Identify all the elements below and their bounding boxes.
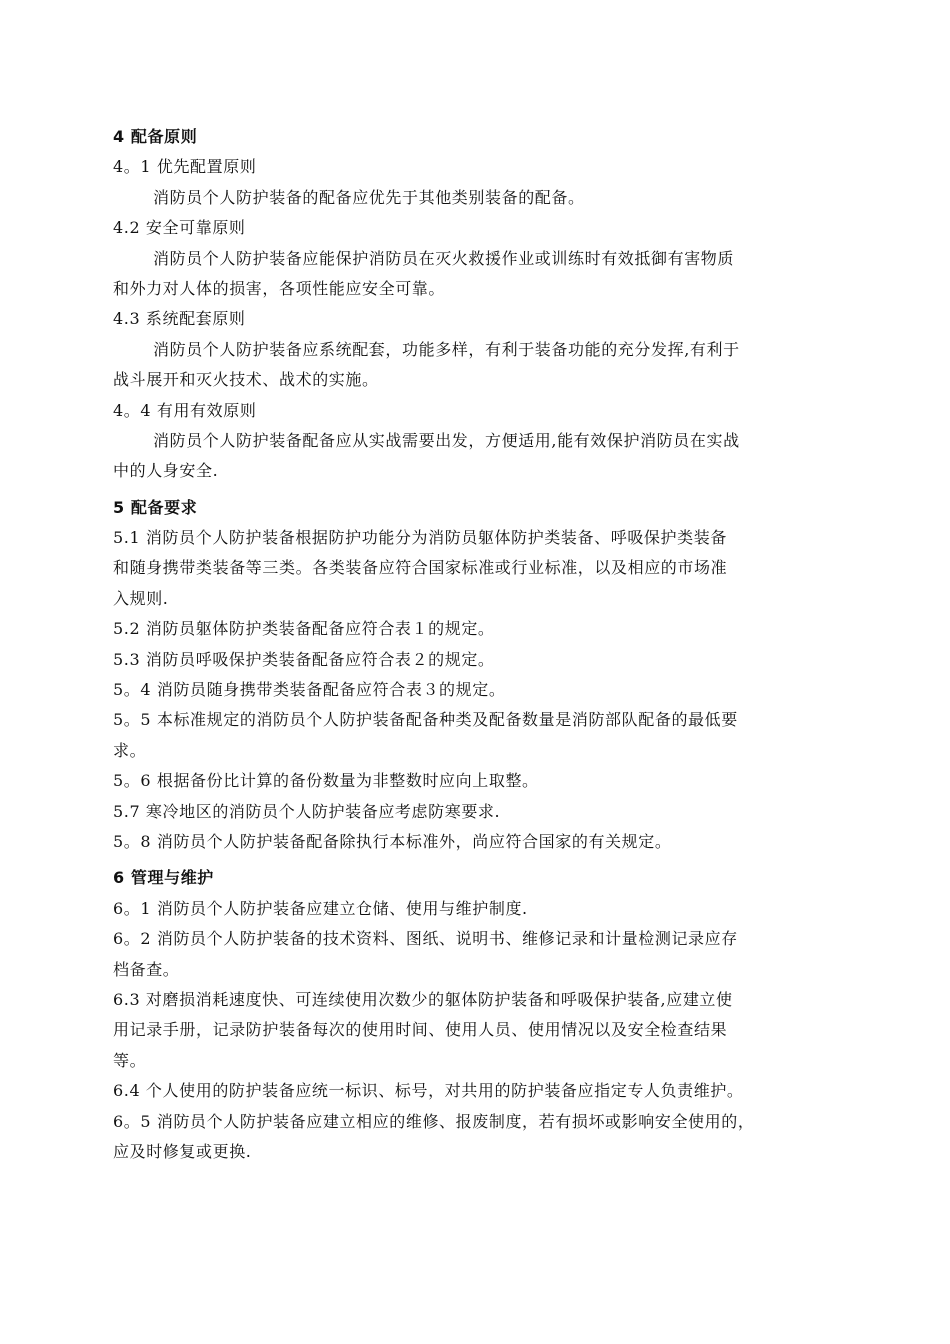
paragraph-line: 入规则. [113,588,169,608]
paragraph-line: 求。 [113,740,147,760]
section-heading: 6 管理与维护 [113,868,214,888]
paragraph-line: 消防员个人防护装备配备应从实战需要出发，方便适用,能有效保护消防员在实战 [153,430,740,450]
paragraph-line: 5。5 本标准规定的消防员个人防护装备配备种类及配备数量是消防部队配备的最低要 [113,710,738,730]
paragraph-line: 4。4 有用有效原则 [113,400,257,420]
paragraph-line: 6。1 消防员个人防护装备应建立仓储、使用与维护制度. [113,898,528,918]
section-heading: 4 配备原则 [113,127,198,146]
paragraph-line: 等。 [113,1050,147,1070]
paragraph-line: 6.3 对磨损消耗速度快、可连续使用次数少的躯体防护装备和呼吸保护装备,应建立使 [113,989,733,1009]
paragraph-line: 6。2 消防员个人防护装备的技术资料、图纸、说明书、维修记录和计量检测记录应存 [113,929,738,949]
paragraph-line: 5.1 消防员个人防护装备根据防护功能分为消防员躯体防护类装备、呼吸保护类装备 [113,528,727,548]
paragraph-line: 4.3 系统配套原则 [113,309,246,329]
paragraph-line: 5.2 消防员躯体防护类装备配备应符合表１的规定。 [113,619,495,639]
paragraph-line: 用记录手册，记录防护装备每次的使用时间、使用人员、使用情况以及安全检查结果 [113,1020,728,1040]
paragraph-line: 4.2 安全可靠原则 [113,218,246,238]
paragraph-line: 和外力对人体的损害，各项性能应安全可靠。 [113,278,446,298]
paragraph-line: 应及时修复或更换. [113,1141,252,1161]
paragraph-line: 6.4 个人使用的防护装备应统一标识、标号，对共用的防护装备应指定专人负责维护。 [113,1081,744,1101]
paragraph-line: 和随身携带类装备等三类。各类装备应符合国家标准或行业标准，以及相应的市场准 [113,558,728,578]
paragraph-line: 4。1 优先配置原则 [113,157,257,177]
paragraph-line: 5。8 消防员个人防护装备配备除执行本标准外，尚应符合国家的有关规定。 [113,831,672,851]
paragraph-line: 5。6 根据备份比计算的备份数量为非整数时应向上取整。 [113,771,539,791]
document-page [113,122,838,1167]
paragraph-line: 5.3 消防员呼吸保护类装备配备应符合表２的规定。 [113,649,495,669]
paragraph-line: 战斗展开和灭火技术、战术的实施。 [113,370,379,390]
paragraph-line: 5。4 消防员随身携带类装备配备应符合表３的规定。 [113,680,506,700]
paragraph-line: 消防员个人防护装备应系统配套，功能多样，有利于装备功能的充分发挥,有利于 [153,339,740,359]
paragraph-line: 中的人身安全. [113,461,219,481]
paragraph-line: 档备查。 [113,959,180,979]
paragraph-line: 消防员个人防护装备的配备应优先于其他类别装备的配备。 [153,187,585,207]
paragraph-line: 5.7 寒冷地区的消防员个人防护装备应考虑防寒要求. [113,801,501,821]
paragraph-line: 6。5 消防员个人防护装备应建立相应的维修、报废制度，若有损坏或影响安全使用的， [113,1111,755,1131]
paragraph-line: 消防员个人防护装备应能保护消防员在灭火救援作业或训练时有效抵御有害物质 [153,248,735,268]
section-heading: 5 配备要求 [113,497,198,517]
